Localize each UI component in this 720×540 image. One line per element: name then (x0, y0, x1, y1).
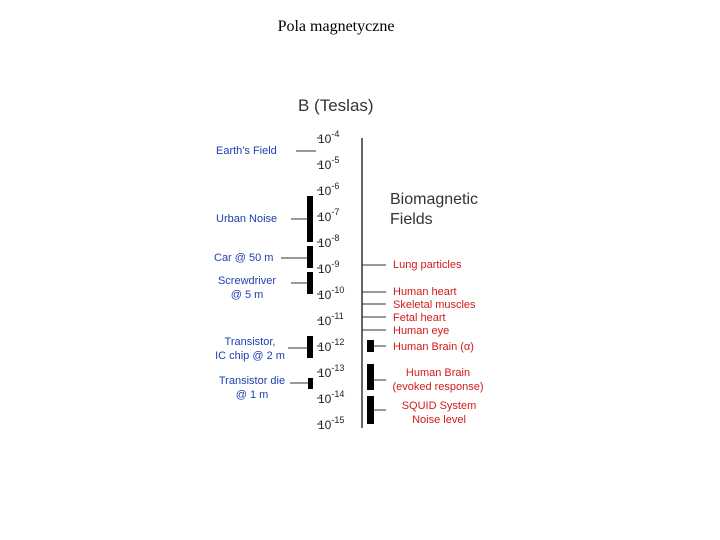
transistor-label (210, 335, 290, 363)
tick-label: $10^{-11}$ (318, 311, 344, 328)
urban-noise-label: Urban Noise (216, 213, 278, 225)
slide-title: Pola magnetyczne (277, 18, 395, 35)
screwdriver-label (212, 274, 282, 302)
human-heart-label: Human heart (393, 286, 457, 298)
fetal-heart-label: Fetal heart (393, 312, 446, 324)
human-brain-evoked-label (388, 366, 488, 394)
tick-label: $10^{-15}$ (318, 415, 345, 432)
tick-label: $10^{-12}$ (318, 337, 345, 354)
tick-label: $10^{-10}$ (318, 285, 345, 302)
biomagnetic-fields-title (390, 190, 478, 230)
axis-title: B (Teslas) (298, 96, 374, 115)
brain-evoked-bar (367, 364, 374, 390)
car-label: Car @ 50 m (214, 252, 274, 264)
lung-particles-label: Lung particles (393, 259, 462, 271)
transistor-label-line1: Transistor, (224, 336, 276, 348)
transistor-die-bar (308, 378, 313, 389)
transistor-die-label-line2: @ 1 m (235, 389, 269, 401)
human-brain-evoked-line1: Human Brain (405, 367, 471, 379)
tick-label: $10^{-14}$ (318, 389, 345, 406)
biomagnetic-title-line2: Fields (390, 211, 433, 228)
squid-noise-line2: Noise level (412, 414, 466, 426)
tick-label: $10^{-9}$ (318, 259, 340, 276)
transistor-bar (307, 336, 313, 358)
brain-alpha-bar (367, 340, 374, 352)
screwdriver-label-line2: @ 5 m (230, 289, 264, 301)
tick-label: $10^{-5}$ (318, 155, 340, 172)
human-eye-label: Human eye (393, 325, 450, 337)
squid-bar (367, 396, 374, 424)
human-brain-alpha-label: Human Brain (α) (393, 341, 474, 353)
urban-noise-bar (307, 196, 313, 242)
screwdriver-bar (307, 272, 313, 294)
transistor-die-label-line1: Transistor die (218, 375, 286, 387)
squid-noise-line1: SQUID System (401, 400, 477, 412)
tick-label: $10^{-8}$ (318, 233, 340, 250)
tick-label: $10^{-4}$ (318, 129, 340, 146)
screwdriver-label-line1: Screwdriver (217, 275, 277, 287)
skeletal-muscles-label: Skeletal muscles (393, 299, 476, 311)
biomagnetic-title-line1: Biomagnetic (390, 191, 479, 208)
human-brain-evoked-line2: (evoked response) (392, 381, 484, 393)
tick-label: $10^{-13}$ (318, 363, 345, 380)
tick-label: $10^{-7}$ (318, 207, 340, 224)
transistor-die-label (214, 374, 290, 402)
car-bar (307, 246, 313, 268)
transistor-label-line2: IC chip @ 2 m (215, 350, 285, 362)
earth-field-label: Earth's Field (216, 145, 277, 157)
squid-noise-label (394, 399, 484, 427)
tick-label: $10^{-6}$ (318, 181, 340, 198)
axis-ticks (317, 138, 322, 424)
